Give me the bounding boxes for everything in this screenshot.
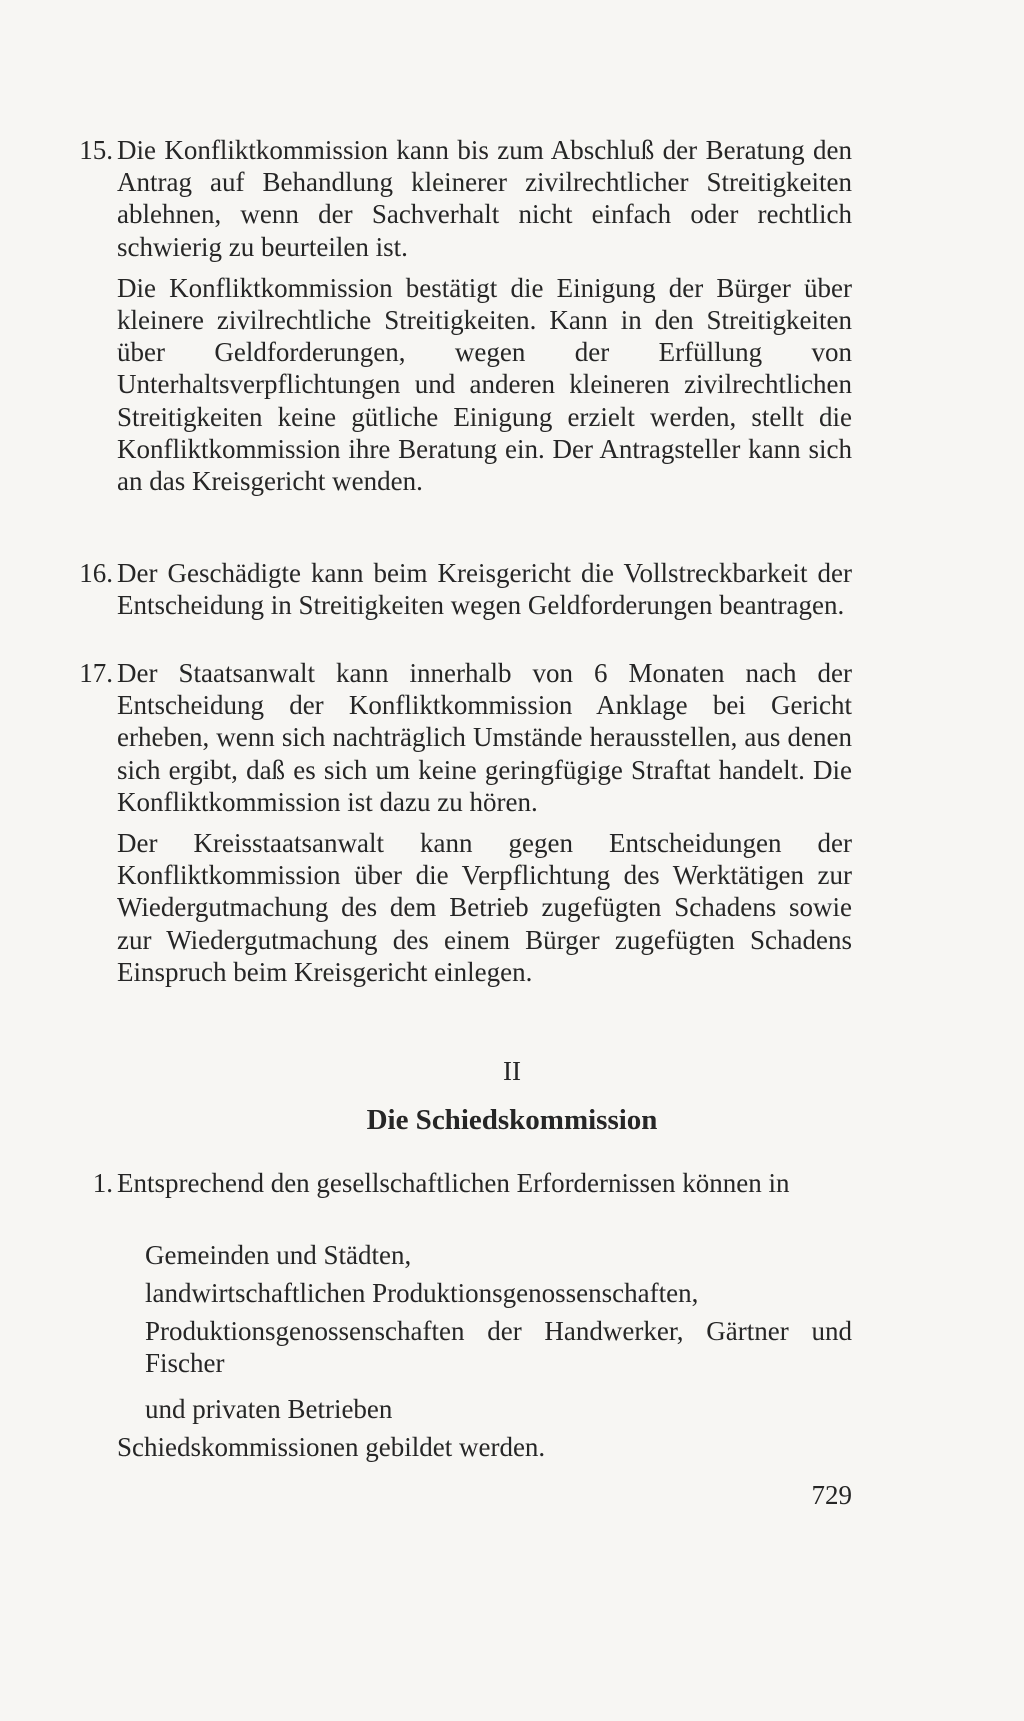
list-item: Gemeinden und Städten, [145,1240,412,1270]
section-title: Die Schiedskommission [366,1104,658,1136]
paragraph: Die Konfliktkommission kann bis zum Abschluß der Beratung den Antrag auf Behandlung kleinerer zivilrechtlicher Streitigkeiten ablehnen, wenn der Sachverhalt nicht einfach oder rechtlich schwierig zu beurteilen ist. [117,135,852,262]
numbered-item-1 [92,1167,852,1199]
numbered-item-17 [79,657,852,988]
item-number: 17. [79,658,113,688]
paragraph: Die Konfliktkommission bestätigt die Einigung der Bürger über kleinere zivilrechtliche Streitigkeiten. Kann in den Streitigkeiten über Geldforderungen, wegen der Erfüllung von Unterhaltsverpflichtungen und anderen kleineren zivilrechtlichen Streitigkeiten keine gütliche Einigung erzielt werden, stellt die Konfliktkommission ihre Beratung ein. Der Antragsteller kann sich an das Kreisgericht wenden. [117,272,852,497]
section-numeral: II [503,1056,521,1086]
paragraph: Der Staatsanwalt kann innerhalb von 6 Monaten nach der Entscheidung der Konfliktkommission Anklage bei Gericht erheben, wenn sich nachträglich Umstände herausstellen, aus denen sich ergibt, daß es sich um keine geringfügige Straftat handelt. Die Konfliktkommission ist dazu zu hören. [117,658,852,817]
closing-line: Schiedskommissionen gebildet werden. [117,1432,546,1462]
list-item: Produktionsgenossenschaften der Handwerker, Gärtner und Fischer [145,1316,852,1378]
item-number: 16. [79,558,113,588]
list-item: landwirtschaftlichen Produktionsgenossenschaften, [145,1278,699,1308]
numbered-item-15 [79,134,852,497]
paragraph: Der Kreisstaatsanwalt kann gegen Entscheidungen der Konfliktkommission über die Verpflichtung des Werktätigen zur Wiedergutmachung des dem Betrieb zugefügten Schadens sowie zur Wiedergutmachung des einem Bürger zugefügten Schadens Einspruch beim Kreisgericht einlegen. [117,828,852,987]
item-number: 1. [92,1168,113,1198]
paragraph: Entsprechend den gesellschaftlichen Erfordernissen können in [117,1168,790,1198]
numbered-item-16 [79,557,852,621]
item-number: 15. [79,135,113,165]
list-item: und privaten Betrieben [145,1394,393,1424]
paragraph: Der Geschädigte kann beim Kreisgericht die Vollstreckbarkeit der Entscheidung in Streitigkeiten wegen Geldforderungen beantragen. [117,558,852,621]
page-number: 729 [811,1480,852,1510]
